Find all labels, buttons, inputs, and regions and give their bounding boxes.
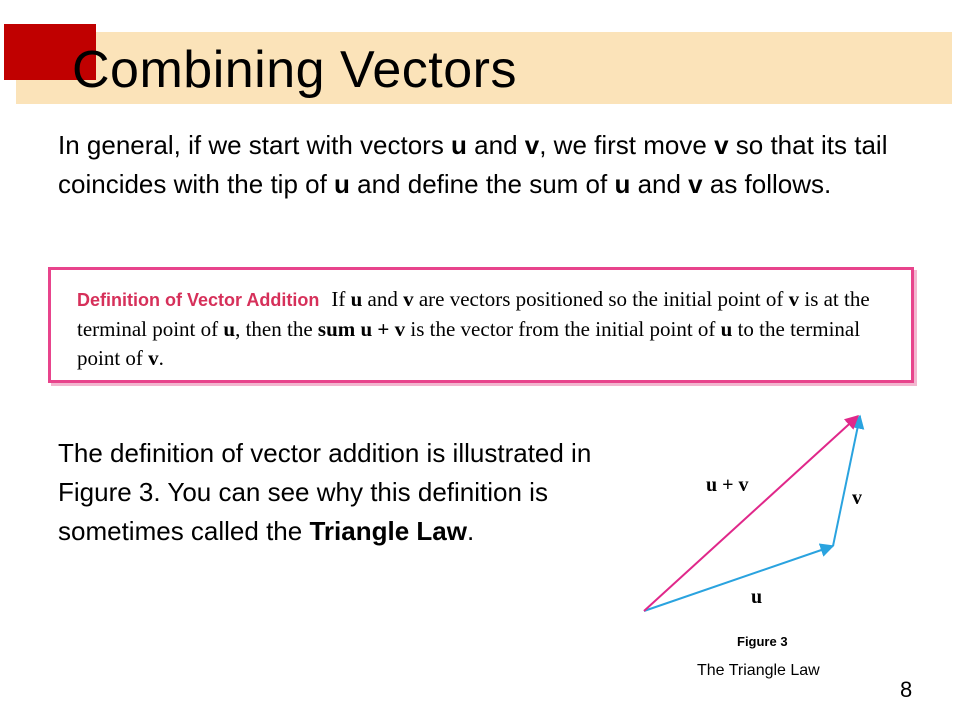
definition-text-part: . — [158, 346, 164, 370]
vector-v: v — [688, 169, 703, 199]
intro-text: In general, if we start with vectors — [58, 130, 452, 160]
vector-u: u — [334, 169, 350, 199]
definition-text-part: and — [362, 287, 404, 311]
vector-u: u — [451, 130, 467, 160]
triangle-law-figure — [620, 400, 900, 630]
vector-v: v — [148, 346, 159, 370]
vector-v: v — [714, 130, 729, 160]
intro-text: and — [466, 130, 525, 160]
figure-caption: Figure 3 — [737, 634, 788, 649]
sum-label: u + v — [706, 474, 749, 496]
definition-text — [77, 285, 887, 373]
definition-text-part: If — [331, 287, 351, 311]
definition-text-part: is at the terminal point of — [77, 287, 870, 341]
vector-v: v — [403, 287, 414, 311]
definition-text-part: are vectors positioned so the initial point of — [413, 287, 789, 311]
vector-v: v — [788, 287, 800, 311]
v-label: v — [852, 487, 862, 509]
vector-u: u — [223, 317, 236, 341]
vector-u-arrow — [644, 546, 833, 611]
definition-text-part: , then the — [235, 317, 318, 341]
intro-text: and — [630, 169, 689, 199]
figure-subcaption: The Triangle Law — [697, 662, 820, 679]
vector-u: u — [614, 169, 631, 199]
body-text: . — [466, 516, 475, 546]
sum-term: sum u + v — [317, 317, 406, 341]
triangle-law-paragraph — [58, 434, 618, 551]
page-number: 8 — [900, 677, 913, 702]
intro-paragraph — [58, 126, 918, 204]
slide-title: Combining Vectors — [72, 41, 517, 99]
vector-u: u — [350, 287, 363, 311]
triangle-law-term: Triangle Law — [309, 516, 467, 546]
definition-text-part: to the terminal point of — [77, 317, 861, 370]
definition-heading: Definition of Vector Addition — [77, 290, 320, 310]
vector-v: v — [524, 130, 540, 160]
u-label: u — [751, 586, 763, 608]
definition-box — [48, 267, 914, 383]
intro-text: and define the sum of — [349, 169, 615, 199]
intro-text: so that its tail coincides with the tip of — [58, 130, 888, 199]
body-text: The definition of vector addition is illustrated in Figure 3. You can see why this definition is sometimes called the — [58, 438, 592, 546]
vector-u: u — [720, 317, 733, 341]
vector-sum-arrow — [644, 416, 858, 611]
intro-text: as follows. — [702, 169, 832, 199]
definition-text-part: is the vector from the initial point of — [405, 317, 721, 341]
intro-text: , we first move — [539, 130, 715, 160]
